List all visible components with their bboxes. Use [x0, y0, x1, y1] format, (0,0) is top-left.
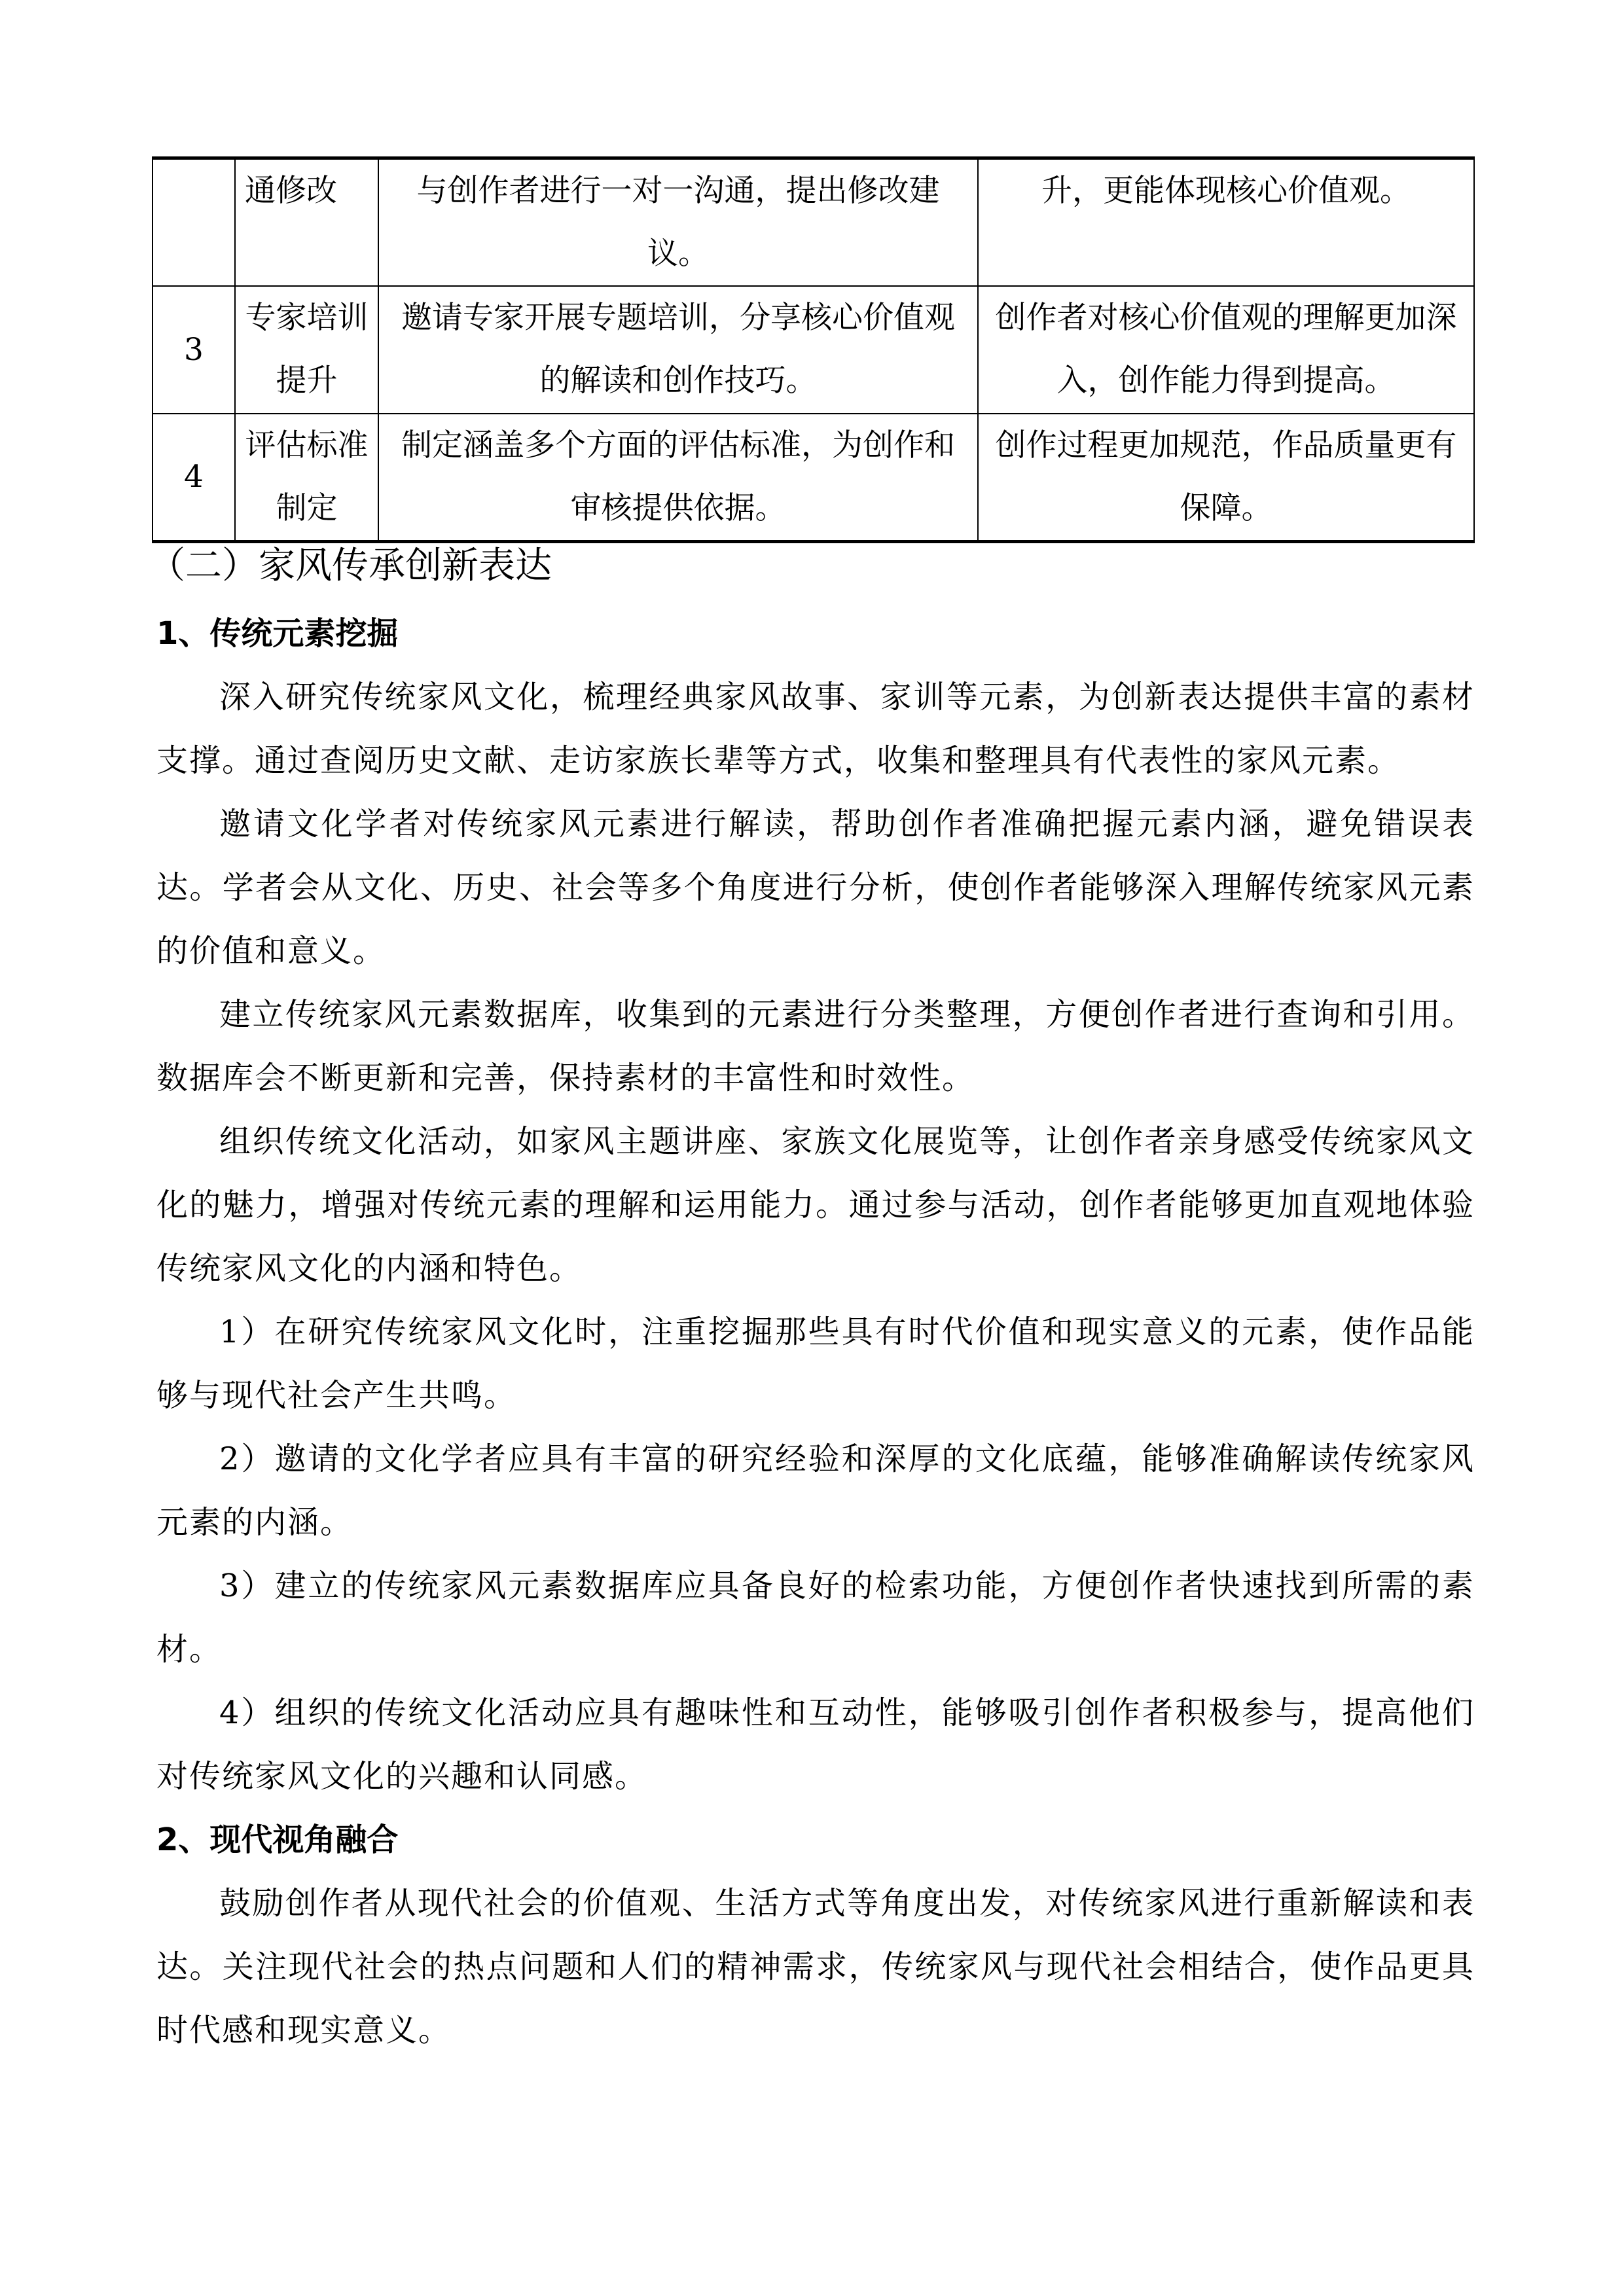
paragraph: 深入研究传统家风文化，梳理经典家风故事、家训等元素，为创新表达提供丰富的素材支撑。通过查阅历史文献、走访家族长辈等方式，收集和整理具有代表性的家风元素。 — [156, 679, 1475, 779]
subsection-heading-1: 1、传统元素挖掘 — [156, 615, 399, 652]
paragraph: 鼓励创作者从现代社会的价值观、生活方式等角度出发，对传统家风进行重新解读和表达。关注现代社会的热点问题和人们的精神需求，传统家风与现代社会相结合，使作品更具时代感和现实意义。 — [156, 1885, 1475, 2049]
row-item: 通修改 — [235, 158, 378, 287]
list-item: 3）建立的传统家风元素数据库应具备良好的检索功能，方便创作者快速找到所需的素材。 — [156, 1568, 1475, 1668]
paragraph: 邀请文化学者对传统家风元素进行解读，帮助创作者准确把握元素内涵，避免错误表达。学者会从文化、历史、社会等多个角度进行分析，使创作者能够深入理解传统家风元素的价值和意义。 — [156, 806, 1475, 969]
row-measure: 制定涵盖多个方面的评估标准，为创作和审核提供依据。 — [378, 414, 978, 542]
row-effect: 创作者对核心价值观的理解更加深入，创作能力得到提高。 — [978, 286, 1474, 414]
document-body — [149, 537, 1475, 2062]
list-item: 1）在研究传统家风文化时，注重挖掘那些具有时代价值和现实意义的元素，使作品能够与现代社会产生共鸣。 — [156, 1314, 1475, 1414]
row-effect: 升，更能体现核心价值观。 — [978, 158, 1474, 287]
table-row — [153, 158, 1474, 287]
row-effect: 创作过程更加规范，作品质量更有保障。 — [978, 414, 1474, 542]
paragraph: 组织传统文化活动，如家风主题讲座、家族文化展览等，让创作者亲身感受传统家风文化的魅力，增强对传统元素的理解和运用能力。通过参与活动，创作者能够更加直观地体验传统家风文化的内涵和特色。 — [156, 1123, 1475, 1287]
paragraph: 建立传统家风元素数据库，收集到的元素进行分类整理，方便创作者进行查询和引用。数据库会不断更新和完善，保持素材的丰富性和时效性。 — [156, 996, 1475, 1096]
row-item: 评估标准制定 — [235, 414, 378, 542]
section-heading: （二）家风传承创新表达 — [149, 545, 552, 587]
table-row — [153, 286, 1474, 414]
row-item: 专家培训提升 — [235, 286, 378, 414]
list-item: 2）邀请的文化学者应具有丰富的研究经验和深厚的文化底蕴，能够准确解读传统家风元素的内涵。 — [156, 1441, 1475, 1541]
row-number: 3 — [153, 286, 235, 414]
row-number — [153, 158, 235, 287]
row-number: 4 — [153, 414, 235, 542]
subsection-heading-2: 2、现代视角融合 — [156, 1821, 399, 1858]
measures-table — [152, 156, 1475, 543]
row-measure: 邀请专家开展专题培训，分享核心价值观的解读和创作技巧。 — [378, 286, 978, 414]
table-row — [153, 414, 1474, 542]
row-measure: 与创作者进行一对一沟通，提出修改建议。 — [378, 158, 978, 287]
list-item: 4）组织的传统文化活动应具有趣味性和互动性，能够吸引创作者积极参与，提高他们对传统家风文化的兴趣和认同感。 — [156, 1695, 1475, 1795]
